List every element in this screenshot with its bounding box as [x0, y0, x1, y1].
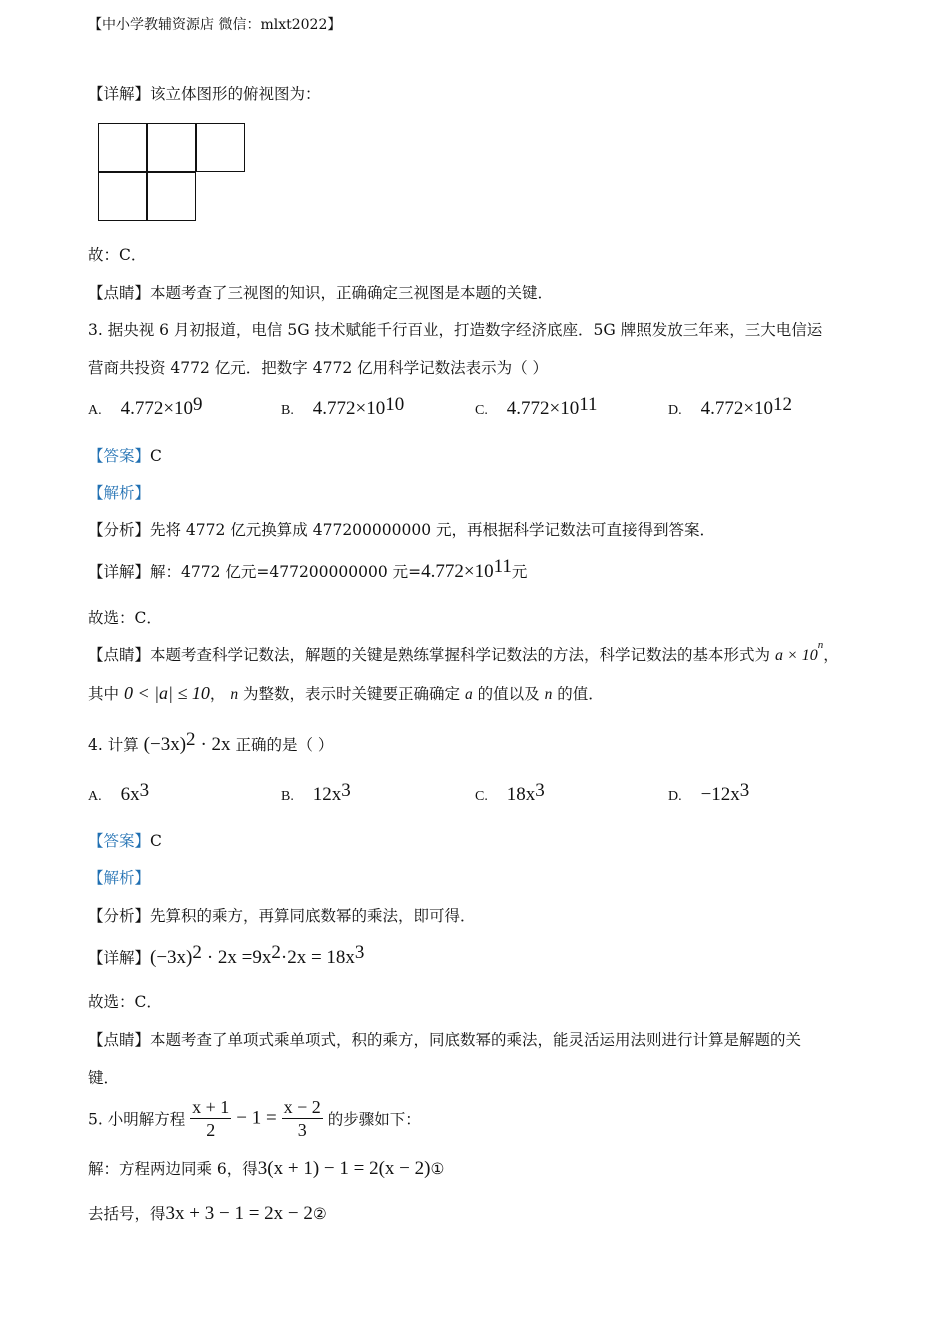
grid-cell	[98, 123, 147, 172]
q4-option-b: B. $12x^3$	[281, 780, 351, 805]
q2-conclusion: 故：C．	[88, 246, 147, 264]
header-watermark: 【中小学教辅资源店 微信：mlxt2022】	[88, 17, 342, 33]
q3-option-b: B. $4.772\times 10^{10}$	[281, 394, 405, 419]
fraction-2: $\frac{x - 2}{3}$	[283, 1097, 321, 1140]
q4-analysis-label: 【解析】	[88, 869, 151, 887]
grid-cell	[98, 172, 147, 221]
q4-detail: 【详解】$(-3x)^2 \cdot 2x =9x^2\cdot 2x = 18x^3$	[88, 942, 365, 968]
q3-stem-line2: 营商共投资 4772 亿元．把数字 4772 亿用科学记数法表示为（ ）	[88, 359, 549, 377]
top-view-diagram	[98, 123, 248, 223]
q2-comment: 【点睛】本题考查了三视图的知识，正确确定三视图是本题的关键．	[88, 284, 554, 302]
grid-cell	[147, 123, 196, 172]
q4-comment-line2: 键．	[88, 1069, 120, 1087]
q3-analysis-label: 【解析】	[88, 484, 151, 502]
q4-conclusion: 故选：C．	[88, 993, 162, 1011]
q2-detail: 【详解】该立体图形的俯视图为：	[88, 85, 321, 103]
q4-answer: 【答案】C	[88, 832, 162, 850]
grid-cell	[147, 172, 196, 221]
q3-analysis: 【分析】先将 4772 亿元换算成 477200000000 元，再根据科学记数法可直接得到答案．	[88, 521, 715, 539]
q3-answer: 【答案】C	[88, 447, 162, 465]
q4-stem: 4. 计算 $(-3x)^2 \cdot 2x$ 正确的是（ ）	[88, 729, 334, 755]
q3-option-a: A. $4.772\times 10^9$	[88, 394, 203, 419]
q5-step1: 解：方程两边同乘 6，得3(x + 1) − 1 = 2(x − 2)①	[88, 1158, 445, 1179]
q3-option-c: C. $4.772\times 10^{11}$	[475, 394, 598, 419]
q3-comment-line2: 其中 0 < |a| ≤ 10， n 为整数，表示时关键要正确确定 a 的值以及 n 的值．	[88, 683, 604, 703]
q3-stem-line1: 3. 据央视 6 月初报道，电信 5G 技术赋能千行百业，打造数字经济底座．5G 牌照发放三年来，三大电信运	[88, 321, 823, 339]
q4-analysis: 【分析】先算积的乘方，再算同底数幂的乘法，即可得．	[88, 907, 476, 925]
grid-cell	[196, 123, 245, 172]
q4-option-d: D. $-12x^3$	[668, 780, 750, 805]
q3-detail: 【详解】解：4772 亿元=477200000000 元$=4.772\times 10^{11}$元	[88, 556, 528, 582]
q5-step2: 去括号，得3x + 3 − 1 = 2x − 2②	[88, 1203, 327, 1224]
q3-option-d: D. $4.772\times 10^{12}$	[668, 394, 793, 419]
fraction-1: $\frac{x + 1}{2}$	[192, 1097, 230, 1140]
q5-stem: 5. 小明解方程 $\frac{x + 1}{2}$ − 1 = $\frac{x - 2}{3}$ 的步骤如下：	[88, 1097, 421, 1140]
q4-option-a: A. $6x^3$	[88, 780, 150, 805]
q4-comment-line1: 【点睛】本题考查了单项式乘单项式，积的乘方，同底数幂的乘法，能灵活运用法则进行计算是解题的关	[88, 1031, 802, 1049]
q4-option-c: C. $18x^3$	[475, 780, 545, 805]
q3-comment-line1: 【点睛】本题考查科学记数法，解题的关键是熟练掌握科学记数法的方法，科学记数法的基本形式为 $a \times 10^n$，	[88, 639, 839, 664]
q3-conclusion: 故选：C．	[88, 609, 162, 627]
